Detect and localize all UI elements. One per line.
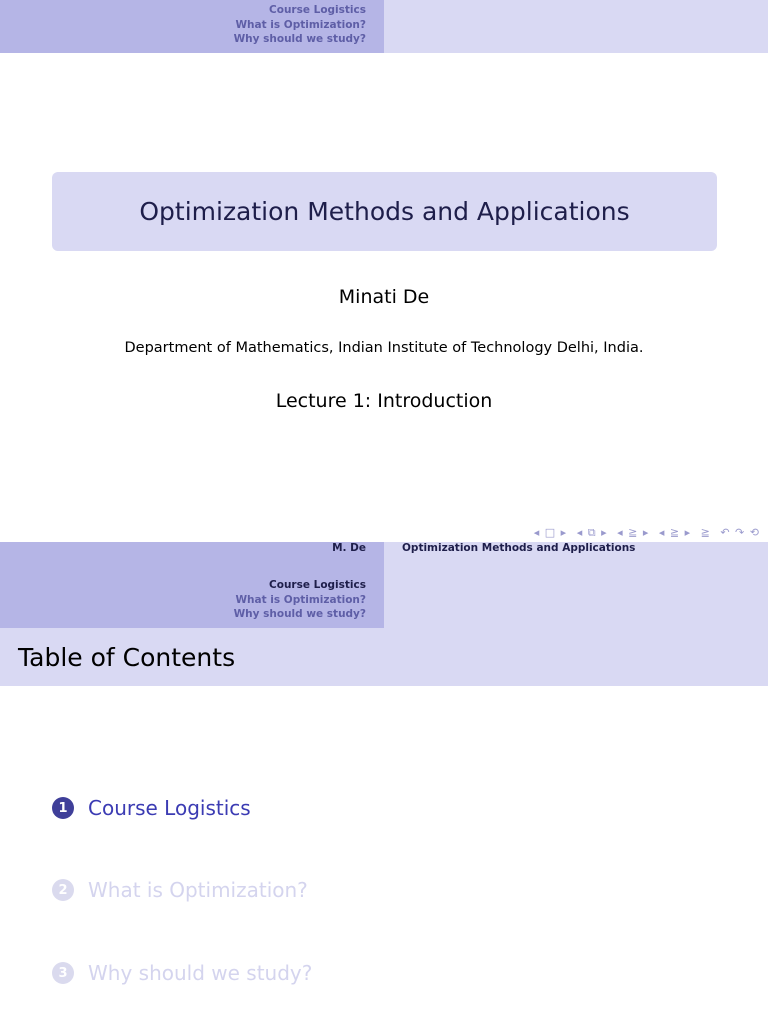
nav-subsection-icon[interactable]: ◂ ≧ ▸ xyxy=(617,526,650,539)
nav-item-why-study[interactable]: Why should we study? xyxy=(233,608,366,620)
nav-frame-icon[interactable]: ◂ ⧉ ▸ xyxy=(576,526,608,539)
beamer-navigation-symbols xyxy=(529,526,760,540)
slide-header xyxy=(0,0,768,53)
author-name: Minati De xyxy=(338,286,430,308)
section-nav-list xyxy=(234,578,366,622)
toc-item-course-logistics[interactable] xyxy=(52,796,251,820)
toc-label: Why should we study? xyxy=(88,961,313,985)
toc-item-why-study[interactable] xyxy=(52,961,312,985)
header-section-nav xyxy=(0,0,384,53)
nav-item-what-is-optimization[interactable]: What is Optimization? xyxy=(235,18,366,31)
toc-number-bullet: 2 xyxy=(52,879,74,901)
footer-left xyxy=(0,542,384,556)
nav-back-forward-search-icon[interactable]: ↶ ↷ ⟲ xyxy=(720,526,760,539)
slide-footer xyxy=(0,542,768,556)
slide-header xyxy=(0,556,768,628)
toc-number-bullet: 3 xyxy=(52,962,74,984)
nav-item-course-logistics[interactable]: Course Logistics xyxy=(269,4,366,16)
nav-prev-slide-icon[interactable]: ◂ □ ▸ xyxy=(533,526,568,539)
presentation-title: Optimization Methods and Applications xyxy=(139,197,630,226)
lecture-title: Lecture 1: Introduction xyxy=(275,390,493,412)
toc-label: What is Optimization? xyxy=(88,878,308,902)
toc-label: Course Logistics xyxy=(88,796,251,820)
footer-title: Optimization Methods and Applications xyxy=(402,542,636,554)
header-section-nav xyxy=(0,556,384,628)
footer-author: M. De xyxy=(332,542,366,554)
toc-number-bullet: 1 xyxy=(52,797,74,819)
header-right-panel xyxy=(384,0,768,53)
institute: Department of Mathematics, Indian Institute of Technology Delhi, India. xyxy=(124,340,644,356)
frame-title: Table of Contents xyxy=(18,643,236,672)
footer-right xyxy=(384,542,768,556)
nav-item-why-study[interactable]: Why should we study? xyxy=(233,33,366,45)
nav-section-icon[interactable]: ◂ ≧ ▸ xyxy=(658,526,692,539)
section-nav-list xyxy=(234,3,366,47)
nav-document-icon[interactable]: ≧ xyxy=(700,526,711,539)
toc-slide xyxy=(0,556,768,1024)
nav-item-course-logistics[interactable]: Course Logistics xyxy=(269,579,366,591)
frame-title-bar xyxy=(0,628,768,686)
title-box xyxy=(52,172,717,251)
header-right-panel xyxy=(384,556,768,628)
nav-item-what-is-optimization[interactable]: What is Optimization? xyxy=(235,593,366,606)
toc-item-what-is-optimization[interactable] xyxy=(52,878,308,902)
